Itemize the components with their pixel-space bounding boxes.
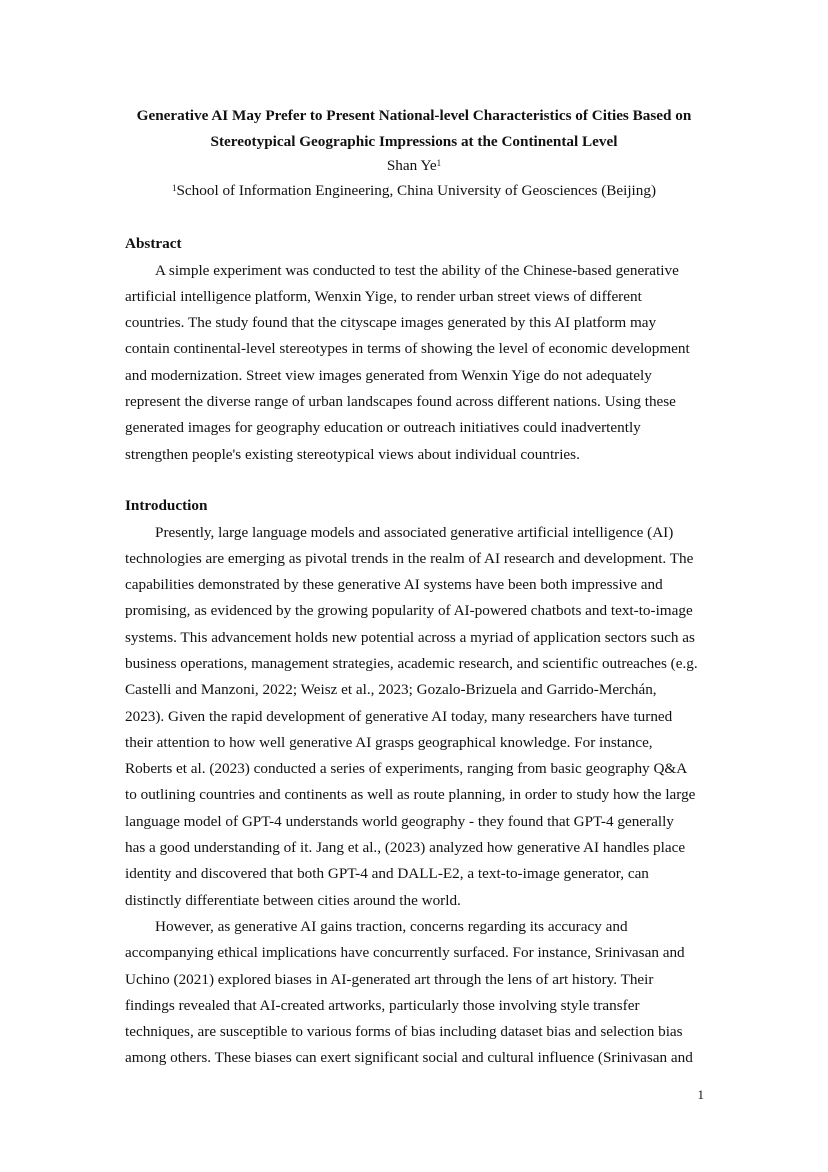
- affiliation-line: [100, 182, 728, 200]
- introduction-paragraph-1: [125, 520, 705, 1072]
- text-line: countries. The study found that the cityscape images generated by this AI platform may: [125, 314, 657, 332]
- text-line: technologies are emerging as pivotal trends in the realm of AI research and development. The: [125, 549, 694, 567]
- page-number: 1: [697, 1087, 704, 1102]
- affiliation-marker: 1: [171, 183, 177, 193]
- abstract-paragraph: [125, 258, 705, 468]
- text-line: contain continental-level stereotypes in terms of showing the level of economic development: [125, 340, 690, 358]
- text-line: and modernization. Street view images generated from Wenxin Yige do not adequately: [125, 366, 652, 384]
- abstract-heading: Abstract: [125, 235, 182, 252]
- title-line: Generative AI May Prefer to Present National-level Characteristics of Cities Based on: [136, 107, 692, 124]
- text-line: Uchino (2021) explored biases in AI-generated art through the lens of art history. Their: [125, 970, 654, 988]
- text-line: accompanying ethical implications have concurrently surfaced. For instance, Srinivasan and: [125, 944, 685, 962]
- text-line: strengthen people's existing stereotypical views about individual countries.: [125, 445, 580, 463]
- introduction-heading: Introduction: [125, 497, 208, 514]
- text-line: generated images for geography education or outreach initiatives could inadvertently: [125, 419, 641, 437]
- title-line: Stereotypical Geographic Impressions at the Continental Level: [210, 133, 618, 150]
- text-line: distinctly differentiate between cities around the world.: [125, 891, 461, 909]
- text-line: Roberts et al. (2023) conducted a series of experiments, ranging from basic geography Q&A: [125, 760, 688, 778]
- text-line: promising, as evidenced by the growing popularity of AI-powered chatbots and text-to-image: [125, 602, 693, 620]
- text-line: identity and discovered that both GPT-4 and DALL-E2, a text-to-image generator, can: [125, 865, 649, 883]
- text-line: Castelli and Manzoni, 2022; Weisz et al., 2023; Gozalo-Brizuela and Garrido-Merchán,: [125, 681, 657, 699]
- affiliation-text: School of Information Engineering, China University of Geosciences (Beijing): [176, 182, 657, 199]
- text-line: among others. These biases can exert significant social and cultural influence (Srinivasan and: [125, 1049, 693, 1067]
- text-line: However, as generative AI gains traction, concerns regarding its accuracy and: [155, 917, 628, 935]
- text-line: artificial intelligence platform, Wenxin Yige, to render urban street views of different: [125, 287, 642, 305]
- author-name: Shan Ye: [386, 157, 437, 174]
- text-line: business operations, management strategies, academic research, and scientific outreaches (e.g.: [125, 654, 698, 672]
- text-line: capabilities demonstrated by these generative AI systems have been both impressive and: [125, 576, 663, 594]
- text-line: their attention to how well generative AI grasps geographical knowledge. For instance,: [125, 733, 653, 751]
- text-line: systems. This advancement holds new potential across a myriad of application sectors such as: [125, 628, 695, 646]
- text-line: to outlining countries and continents as well as route planning, in order to study how the large: [125, 786, 696, 804]
- text-line: represent the diverse range of urban landscapes found across different nations. Using these: [125, 392, 676, 410]
- text-line: findings revealed that AI-created artworks, particularly those involving style transfer: [125, 996, 640, 1014]
- text-line: Presently, large language models and associated generative artificial intelligence (AI): [155, 523, 674, 541]
- text-line: language model of GPT-4 understands world geography - they found that GPT-4 generally: [125, 812, 674, 830]
- text-line: techniques, are susceptible to various forms of bias including dataset bias and selection bias: [125, 1023, 683, 1041]
- author-line: [100, 157, 728, 175]
- text-line: 2023). Given the rapid development of generative AI today, many researchers have turned: [125, 707, 673, 725]
- paper-title: [100, 103, 728, 155]
- author-affiliation-marker: 1: [436, 158, 442, 168]
- text-line: has a good understanding of it. Jang et al., (2023) analyzed how generative AI handles place: [125, 839, 686, 857]
- text-line: A simple experiment was conducted to test the ability of the Chinese-based generative: [155, 261, 679, 279]
